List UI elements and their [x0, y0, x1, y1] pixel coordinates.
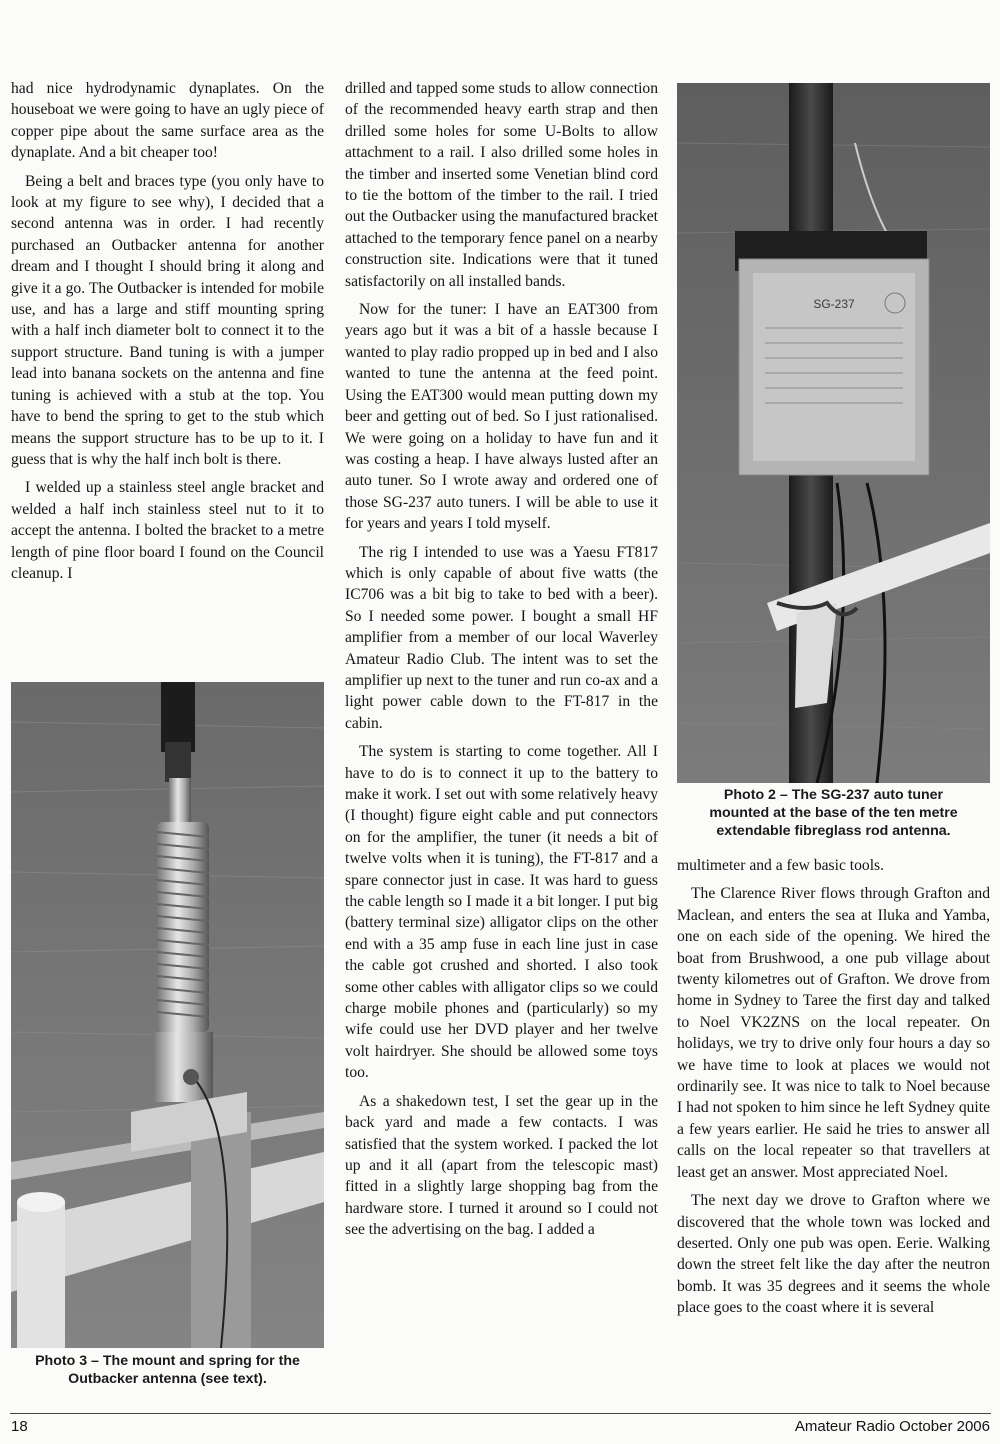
caption-line: mounted at the base of the ten metre	[709, 805, 958, 821]
paragraph: drilled and tapped some studs to allow connection of the recommended heavy earth strap and then drilled some holes for some U-Bolts to allow attachment to a rail. I also drilled some holes in the timber and inserted some Venetian blind cord to tie the bottom of the timber to the rail. I tried out the Outbacker using the manufactured bracket attached to the temporary fence panel on a nearby construction site. Indications were that it tuned satisfactorily on all installed bands.	[345, 80, 658, 290]
column-2	[345, 78, 658, 1248]
caption-line: Outbacker antenna (see text).	[68, 1371, 267, 1387]
caption-line: Photo 2 – The SG-237 auto tuner	[723, 787, 944, 803]
footer-divider	[10, 1413, 991, 1414]
magazine-issue: Amateur Radio October 2006	[794, 1418, 990, 1435]
page-number: 18	[11, 1418, 28, 1435]
paragraph: Now for the tuner: I have an EAT300 from years ago but it was a bit of a hassle because I wanted to play radio propped up in bed and I also wanted to tune the antenna at the feed point. Using the EAT300 would mean putting down my beer and getting out of bed. So I just rationalised. We were going on a holiday to have fun and it was costing a heap. I have always lusted after an auto tuner. So I wrote away and ordered one of those SG-237 auto tuners. I will be able to use it for years and years I told myself.	[345, 301, 658, 533]
photo-3	[11, 682, 324, 1348]
photo-3-caption	[11, 1352, 324, 1388]
caption-line: extendable fibreglass rod antenna.	[716, 823, 951, 839]
photo-2	[677, 83, 990, 783]
paragraph: The next day we drove to Grafton where we discovered that the whole town was locked and deserted. Only one pub was open. Eerie. Walking down the street felt like the day after the neutron bomb. It was 35 degrees and it seems the whole place goes to the coast where it is several	[677, 1192, 990, 1317]
caption-line: Photo 3 – The mount and spring for the	[35, 1353, 300, 1369]
paragraph: The rig I intended to use was a Yaesu FT817 which is only capable of about five watts (the IC706 was a bit big to take to bed with a beer). So I needed some power. I bought a small HF amplifier from a member of our local Waverley Amateur Radio Club. The intent was to set the amplifier up next to the tuner and run co-ax and a light power cable down to the FT-817 in the cabin.	[345, 543, 658, 732]
paragraph: I welded up a stainless steel angle bracket and welded a half inch stainless steel nut to it to accept the antenna. I bolted the bracket to a metre length of pine floor board I found on the Council cleanup. I	[11, 479, 324, 582]
photo-2-caption	[677, 786, 990, 840]
paragraph: As a shakedown test, I set the gear up in the back yard and made a few contacts. I was satisfied that the system worked. I packed the lot up and it all (apart from the telescopic mast) fitted in a slightly large shopping bag from the hardware store. I turned it around so I could not see the advertising on the bag. I added a	[345, 1092, 658, 1239]
paragraph: The system is starting to come together. All I have to do is to connect it up to the battery to make it work. I set out with some relatively heavy (I thought) figure eight cable and put connectors on for the amplifier, the tuner (it needs a bit of twelve volts when it is tuning), the FT-817 and a spare connector just in case. It was hard to guess the cable length so I made it a bit longer. I put big (battery terminal size) alligator clips on the other end with a 35 amp fuse in each line just in case the cable got crushed and shorted. I also took some other cables with alligator clips so we could charge mobile phones and (particularly) so my wife could use her DVD player and her twelve volt hairdryer. She should be allowed some toys too.	[345, 743, 658, 1082]
paragraph: The Clarence River flows through Grafton and Maclean, and enters the sea at Iluka and Yamba, one on each side of the opening. We hired the boat from Brushwood, a one pub village about twenty kilometres out of Grafton. We drove from home in Sydney to Taree the first day and talked to Noel VK2ZNS on the local repeater. On holidays, we try to drive only four hours a day so we have time to look at places we would not ordinarily see. It was nice to talk to Noel because I had not spoken to him since he left Sydney quite a few years earlier. He said he tries to answer all calls on the local repeater so that travellers at least get an answer. Most appreciated Noel.	[677, 885, 990, 1181]
tuner-label: SG-237	[813, 297, 855, 311]
column-3	[677, 855, 990, 1326]
paragraph: multimeter and a few basic tools.	[677, 857, 884, 874]
paragraph: Being a belt and braces type (you only have to look at my figure to see why), I decided that a second antenna was in order. I had recently purchased an Outbacker antenna for another dream and I thought I should bring it along and give it a go. The Outbacker is intended for mobile use, and has a large and stiff mounting spring with a half inch diameter bolt to connect it to the support structure. Band tuning is with a jumper lead into banana sockets on the antenna and fine tuning is achieved with a stub at the top. You have to bend the spring to get to the stub which means the support structure has to be up to it. I guess that is why the half inch bolt is there.	[11, 172, 324, 468]
paragraph: had nice hydrodynamic dynaplates. On the houseboat we were going to have an ugly piece of copper pipe about the same surface area as the dynaplate. And a bit cheaper too!	[11, 80, 324, 162]
column-1	[11, 78, 324, 591]
